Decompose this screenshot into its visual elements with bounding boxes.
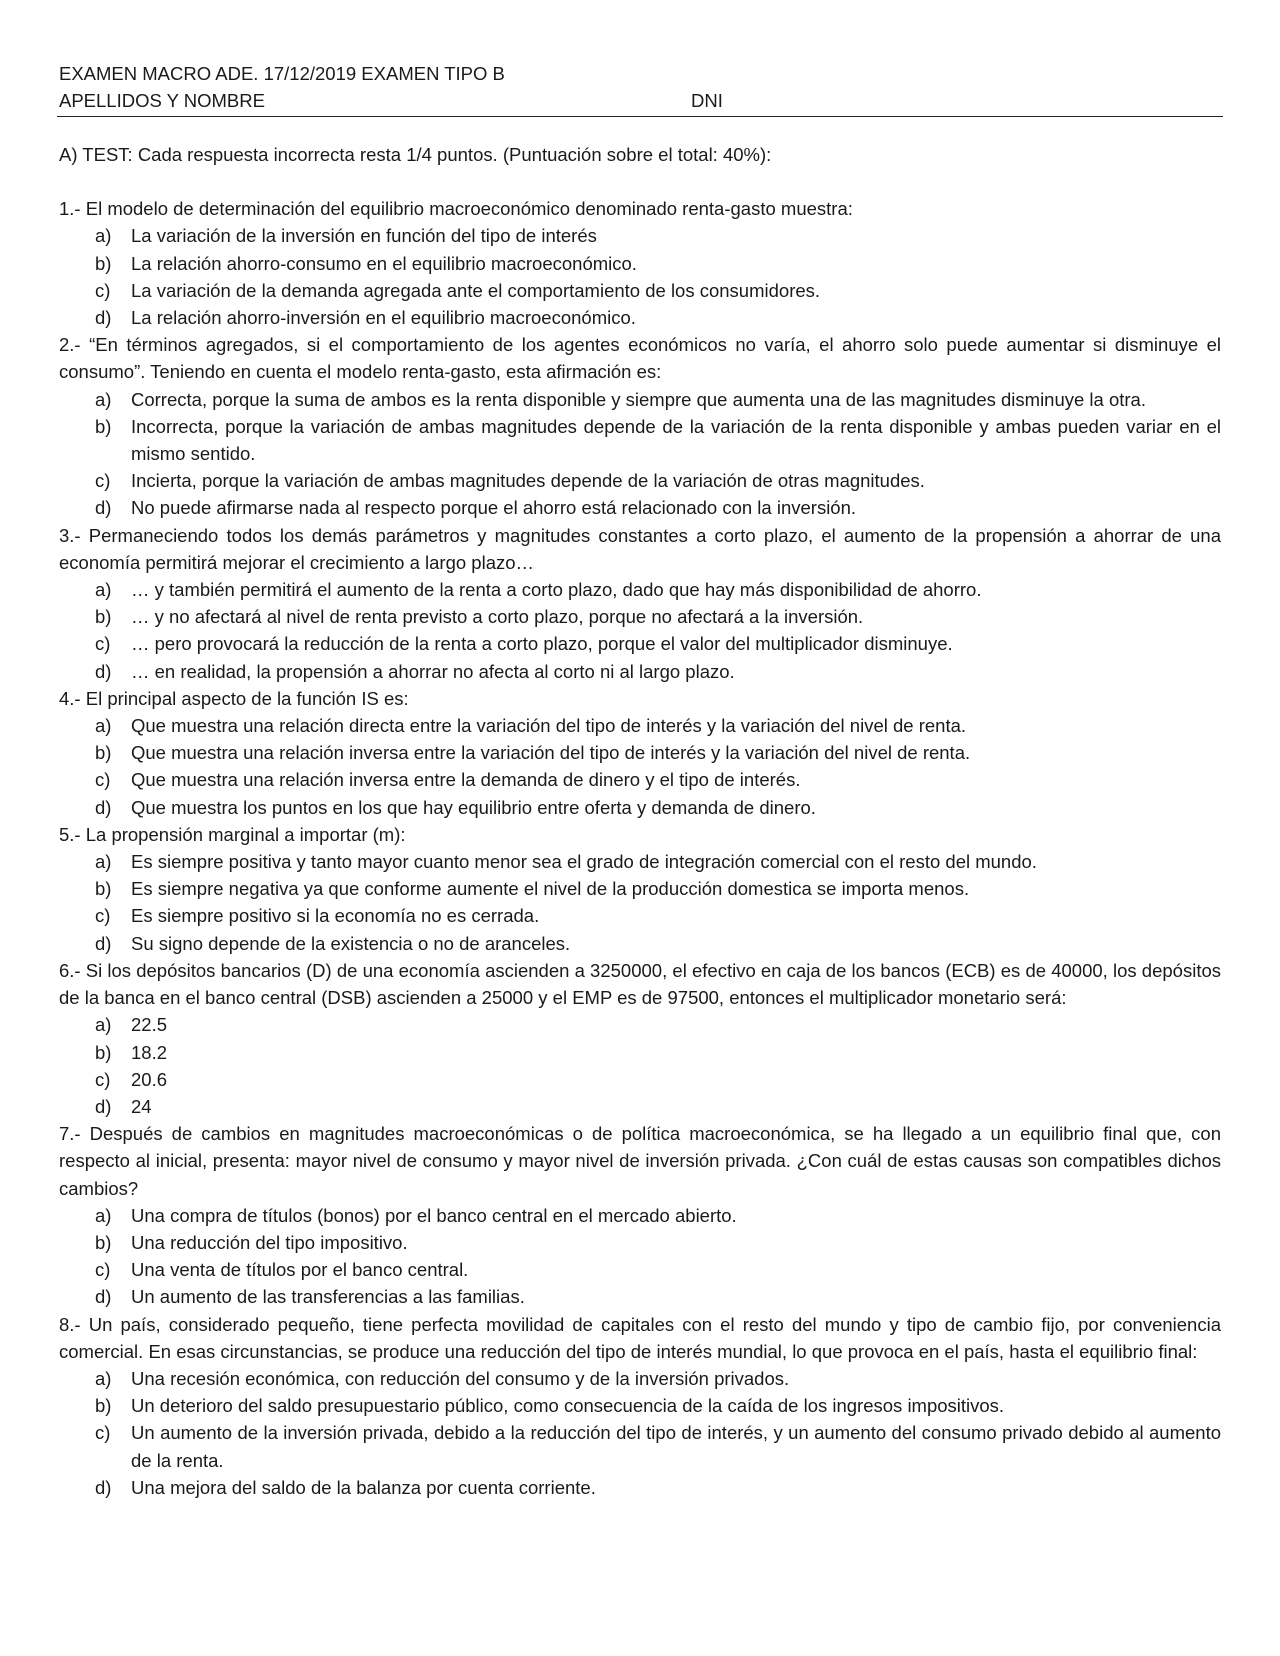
question-stem: 4.- El principal aspecto de la función IS es: bbox=[59, 687, 409, 709]
option-text: … pero provocará la reducción de la renta a corto plazo, porque el valor del multiplicador disminuye. bbox=[131, 633, 953, 655]
answer-option bbox=[59, 386, 1221, 413]
answer-option bbox=[59, 222, 1221, 249]
option-letter: a) bbox=[95, 225, 112, 247]
option-letter: b) bbox=[95, 252, 112, 274]
answer-option bbox=[59, 467, 1221, 494]
answer-option bbox=[59, 766, 1221, 793]
test-instructions: A) TEST: Cada respuesta incorrecta resta 1/4 puntos. (Puntuación sobre el total: 40%): bbox=[59, 144, 772, 165]
exam-header bbox=[59, 60, 1221, 114]
exam-content bbox=[59, 141, 1221, 1501]
option-letter: c) bbox=[95, 633, 111, 655]
option-text: … y también permitirá el aumento de la renta a corto plazo, dado que hay más disponibilidad de ahorro. bbox=[131, 579, 982, 601]
answer-option bbox=[59, 1229, 1221, 1256]
option-text: Un aumento de la inversión privada, debido a la reducción del tipo de interés, y un aumento del consumo privado debido al aumento de la renta. bbox=[131, 1422, 1221, 1471]
question-5 bbox=[59, 821, 1221, 957]
answer-option bbox=[59, 848, 1221, 875]
option-letter: c) bbox=[95, 1422, 111, 1444]
option-letter: a) bbox=[95, 1204, 112, 1226]
option-letter: b) bbox=[95, 1395, 112, 1417]
question-6 bbox=[59, 957, 1221, 1120]
option-text: Que muestra una relación inversa entre la variación del tipo de interés y la variación del nivel de renta. bbox=[131, 742, 971, 764]
option-letter: a) bbox=[95, 715, 112, 737]
question-1 bbox=[59, 195, 1221, 331]
question-stem: 3.- Permaneciendo todos los demás parámetros y magnitudes constantes a corto plazo, el aumento de la propensión a ahorrar de una economía permitirá mejorar el crecimiento a largo plazo… bbox=[59, 524, 1221, 573]
option-letter: b) bbox=[95, 415, 112, 437]
question-8 bbox=[59, 1311, 1221, 1501]
answer-option bbox=[59, 794, 1221, 821]
option-letter: c) bbox=[95, 769, 111, 791]
option-letter: b) bbox=[95, 1041, 112, 1063]
answer-option bbox=[59, 304, 1221, 331]
option-text: Una reducción del tipo impositivo. bbox=[131, 1231, 408, 1253]
option-text: Incorrecta, porque la variación de ambas magnitudes depende de la variación de la renta disponible y ambas pueden variar en el mismo sentido. bbox=[131, 415, 1221, 465]
option-text: Una mejora del saldo de la balanza por cuenta corriente. bbox=[131, 1476, 596, 1498]
option-letter: c) bbox=[95, 1068, 111, 1090]
option-letter: a) bbox=[95, 388, 112, 410]
option-text: La variación de la demanda agregada ante el comportamiento de los consumidores. bbox=[131, 279, 821, 301]
option-text: 20.6 bbox=[131, 1068, 168, 1090]
question-4 bbox=[59, 685, 1221, 821]
option-letter: c) bbox=[95, 905, 111, 927]
question-stem: 7.- Después de cambios en magnitudes macroeconómicas o de política macroeconómica, se ha llegado a un equilibrio final que, con respecto al inicial, presenta: mayor nivel de consumo y mayor nivel de inversión privada. ¿Con cuál de estas causas son compatibles dichos cambios? bbox=[59, 1123, 1221, 1199]
question-stem: 2.- “En términos agregados, si el comportamiento de los agentes económicos no varía, el ahorro solo puede aumentar si disminuye el consumo”. Teniendo en cuenta el modelo renta-gasto, esta afirmación es: bbox=[59, 334, 1221, 383]
dni-label: DNI bbox=[691, 90, 723, 111]
option-letter: c) bbox=[95, 470, 111, 492]
option-letter: d) bbox=[95, 497, 112, 519]
option-text: Un deterioro del saldo presupuestario público, como consecuencia de la caída de los ingresos impositivos. bbox=[131, 1395, 1005, 1417]
option-letter: d) bbox=[95, 1095, 112, 1117]
answer-option bbox=[59, 1093, 1221, 1120]
option-letter: c) bbox=[95, 1259, 111, 1281]
answer-option bbox=[59, 1474, 1221, 1501]
option-letter: a) bbox=[95, 851, 112, 873]
answer-option bbox=[59, 1066, 1221, 1093]
option-letter: b) bbox=[95, 742, 112, 764]
option-letter: a) bbox=[95, 579, 112, 601]
option-text: Su signo depende de la existencia o no de aranceles. bbox=[131, 932, 571, 954]
option-letter: b) bbox=[95, 1231, 112, 1253]
answer-option bbox=[59, 1202, 1221, 1229]
option-text: La relación ahorro-inversión en el equilibrio macroeconómico. bbox=[131, 307, 636, 329]
answer-option bbox=[59, 250, 1221, 277]
option-letter: b) bbox=[95, 606, 112, 628]
answer-option bbox=[59, 1011, 1221, 1038]
option-letter: d) bbox=[95, 307, 112, 329]
question-stem: 8.- Un país, considerado pequeño, tiene perfecta movilidad de capitales con el resto del mundo y tipo de cambio fijo, por conveniencia comercial. En esas circunstancias, se produce una reducción del tipo de interés mundial, lo que provoca en el país, hasta el equilibrio final: bbox=[59, 1313, 1221, 1362]
option-letter: c) bbox=[95, 279, 111, 301]
option-text: Es siempre positivo si la economía no es cerrada. bbox=[131, 905, 540, 927]
exam-title: EXAMEN MACRO ADE. 17/12/2019 EXAMEN TIPO B bbox=[59, 63, 505, 84]
question-2 bbox=[59, 331, 1221, 521]
question-stem: 5.- La propensión marginal a importar (m): bbox=[59, 823, 406, 845]
option-text: … en realidad, la propensión a ahorrar no afecta al corto ni al largo plazo. bbox=[131, 660, 735, 682]
option-text: Una compra de títulos (bonos) por el banco central en el mercado abierto. bbox=[131, 1204, 737, 1226]
option-text: Correcta, porque la suma de ambos es la renta disponible y siempre que aumenta una de las magnitudes disminuye la otra. bbox=[131, 388, 1146, 410]
answer-option bbox=[59, 603, 1221, 630]
student-info-line bbox=[59, 87, 1221, 114]
option-letter: d) bbox=[95, 1286, 112, 1308]
option-text: Una recesión económica, con reducción del consumo y de la inversión privados. bbox=[131, 1367, 790, 1389]
answer-option bbox=[59, 930, 1221, 957]
answer-option bbox=[59, 1419, 1221, 1473]
name-label: APELLIDOS Y NOMBRE bbox=[59, 90, 265, 111]
answer-option bbox=[59, 1039, 1221, 1066]
answer-option bbox=[59, 1256, 1221, 1283]
question-3 bbox=[59, 522, 1221, 685]
answer-option bbox=[59, 413, 1221, 467]
option-text: Es siempre negativa ya que conforme aumente el nivel de la producción domestica se importa menos. bbox=[131, 878, 970, 900]
option-text: 24 bbox=[131, 1095, 152, 1117]
answer-option bbox=[59, 712, 1221, 739]
answer-option bbox=[59, 902, 1221, 929]
option-text: Un aumento de las transferencias a las familias. bbox=[131, 1286, 525, 1308]
option-letter: a) bbox=[95, 1367, 112, 1389]
answer-option bbox=[59, 576, 1221, 603]
answer-option bbox=[59, 1283, 1221, 1310]
option-letter: d) bbox=[95, 660, 112, 682]
option-letter: d) bbox=[95, 1476, 112, 1498]
answer-option bbox=[59, 875, 1221, 902]
question-7 bbox=[59, 1120, 1221, 1310]
option-letter: d) bbox=[95, 796, 112, 818]
header-divider bbox=[57, 116, 1223, 117]
option-text: La relación ahorro-consumo en el equilibrio macroeconómico. bbox=[131, 252, 637, 274]
answer-option bbox=[59, 658, 1221, 685]
answer-option bbox=[59, 630, 1221, 657]
answer-option bbox=[59, 739, 1221, 766]
question-stem: 1.- El modelo de determinación del equilibrio macroeconómico denominado renta-gasto muestra: bbox=[59, 198, 853, 220]
option-letter: b) bbox=[95, 878, 112, 900]
option-text: Incierta, porque la variación de ambas magnitudes depende de la variación de otras magnitudes. bbox=[131, 470, 925, 492]
option-text: 18.2 bbox=[131, 1041, 168, 1063]
option-letter: a) bbox=[95, 1014, 112, 1036]
option-text: Que muestra una relación directa entre la variación del tipo de interés y la variación del nivel de renta. bbox=[131, 715, 967, 737]
question-stem: 6.- Si los depósitos bancarios (D) de una economía ascienden a 3250000, el efectivo en caja de los bancos (ECB) es de 40000, los depósitos de la banca en el banco central (DSB) ascienden a 25000 y el EMP es de 97500, entonces el multiplicador monetario será: bbox=[59, 959, 1221, 1009]
option-text: Es siempre positiva y tanto mayor cuanto menor sea el grado de integración comercial con el resto del mundo. bbox=[131, 851, 1037, 873]
option-letter: d) bbox=[95, 932, 112, 954]
option-text: Que muestra los puntos en los que hay equilibrio entre oferta y demanda de dinero. bbox=[131, 796, 816, 818]
option-text: La variación de la inversión en función del tipo de interés bbox=[131, 225, 597, 247]
option-text: No puede afirmarse nada al respecto porque el ahorro está relacionado con la inversión. bbox=[131, 497, 857, 519]
answer-option bbox=[59, 277, 1221, 304]
answer-option bbox=[59, 494, 1221, 521]
option-text: Una venta de títulos por el banco central. bbox=[131, 1259, 469, 1281]
option-text: 22.5 bbox=[131, 1014, 168, 1036]
answer-option bbox=[59, 1365, 1221, 1392]
option-text: … y no afectará al nivel de renta previsto a corto plazo, porque no afectará a la inversión. bbox=[131, 606, 864, 628]
option-text: Que muestra una relación inversa entre la demanda de dinero y el tipo de interés. bbox=[131, 769, 801, 791]
answer-option bbox=[59, 1392, 1221, 1419]
question-list bbox=[59, 195, 1221, 1501]
